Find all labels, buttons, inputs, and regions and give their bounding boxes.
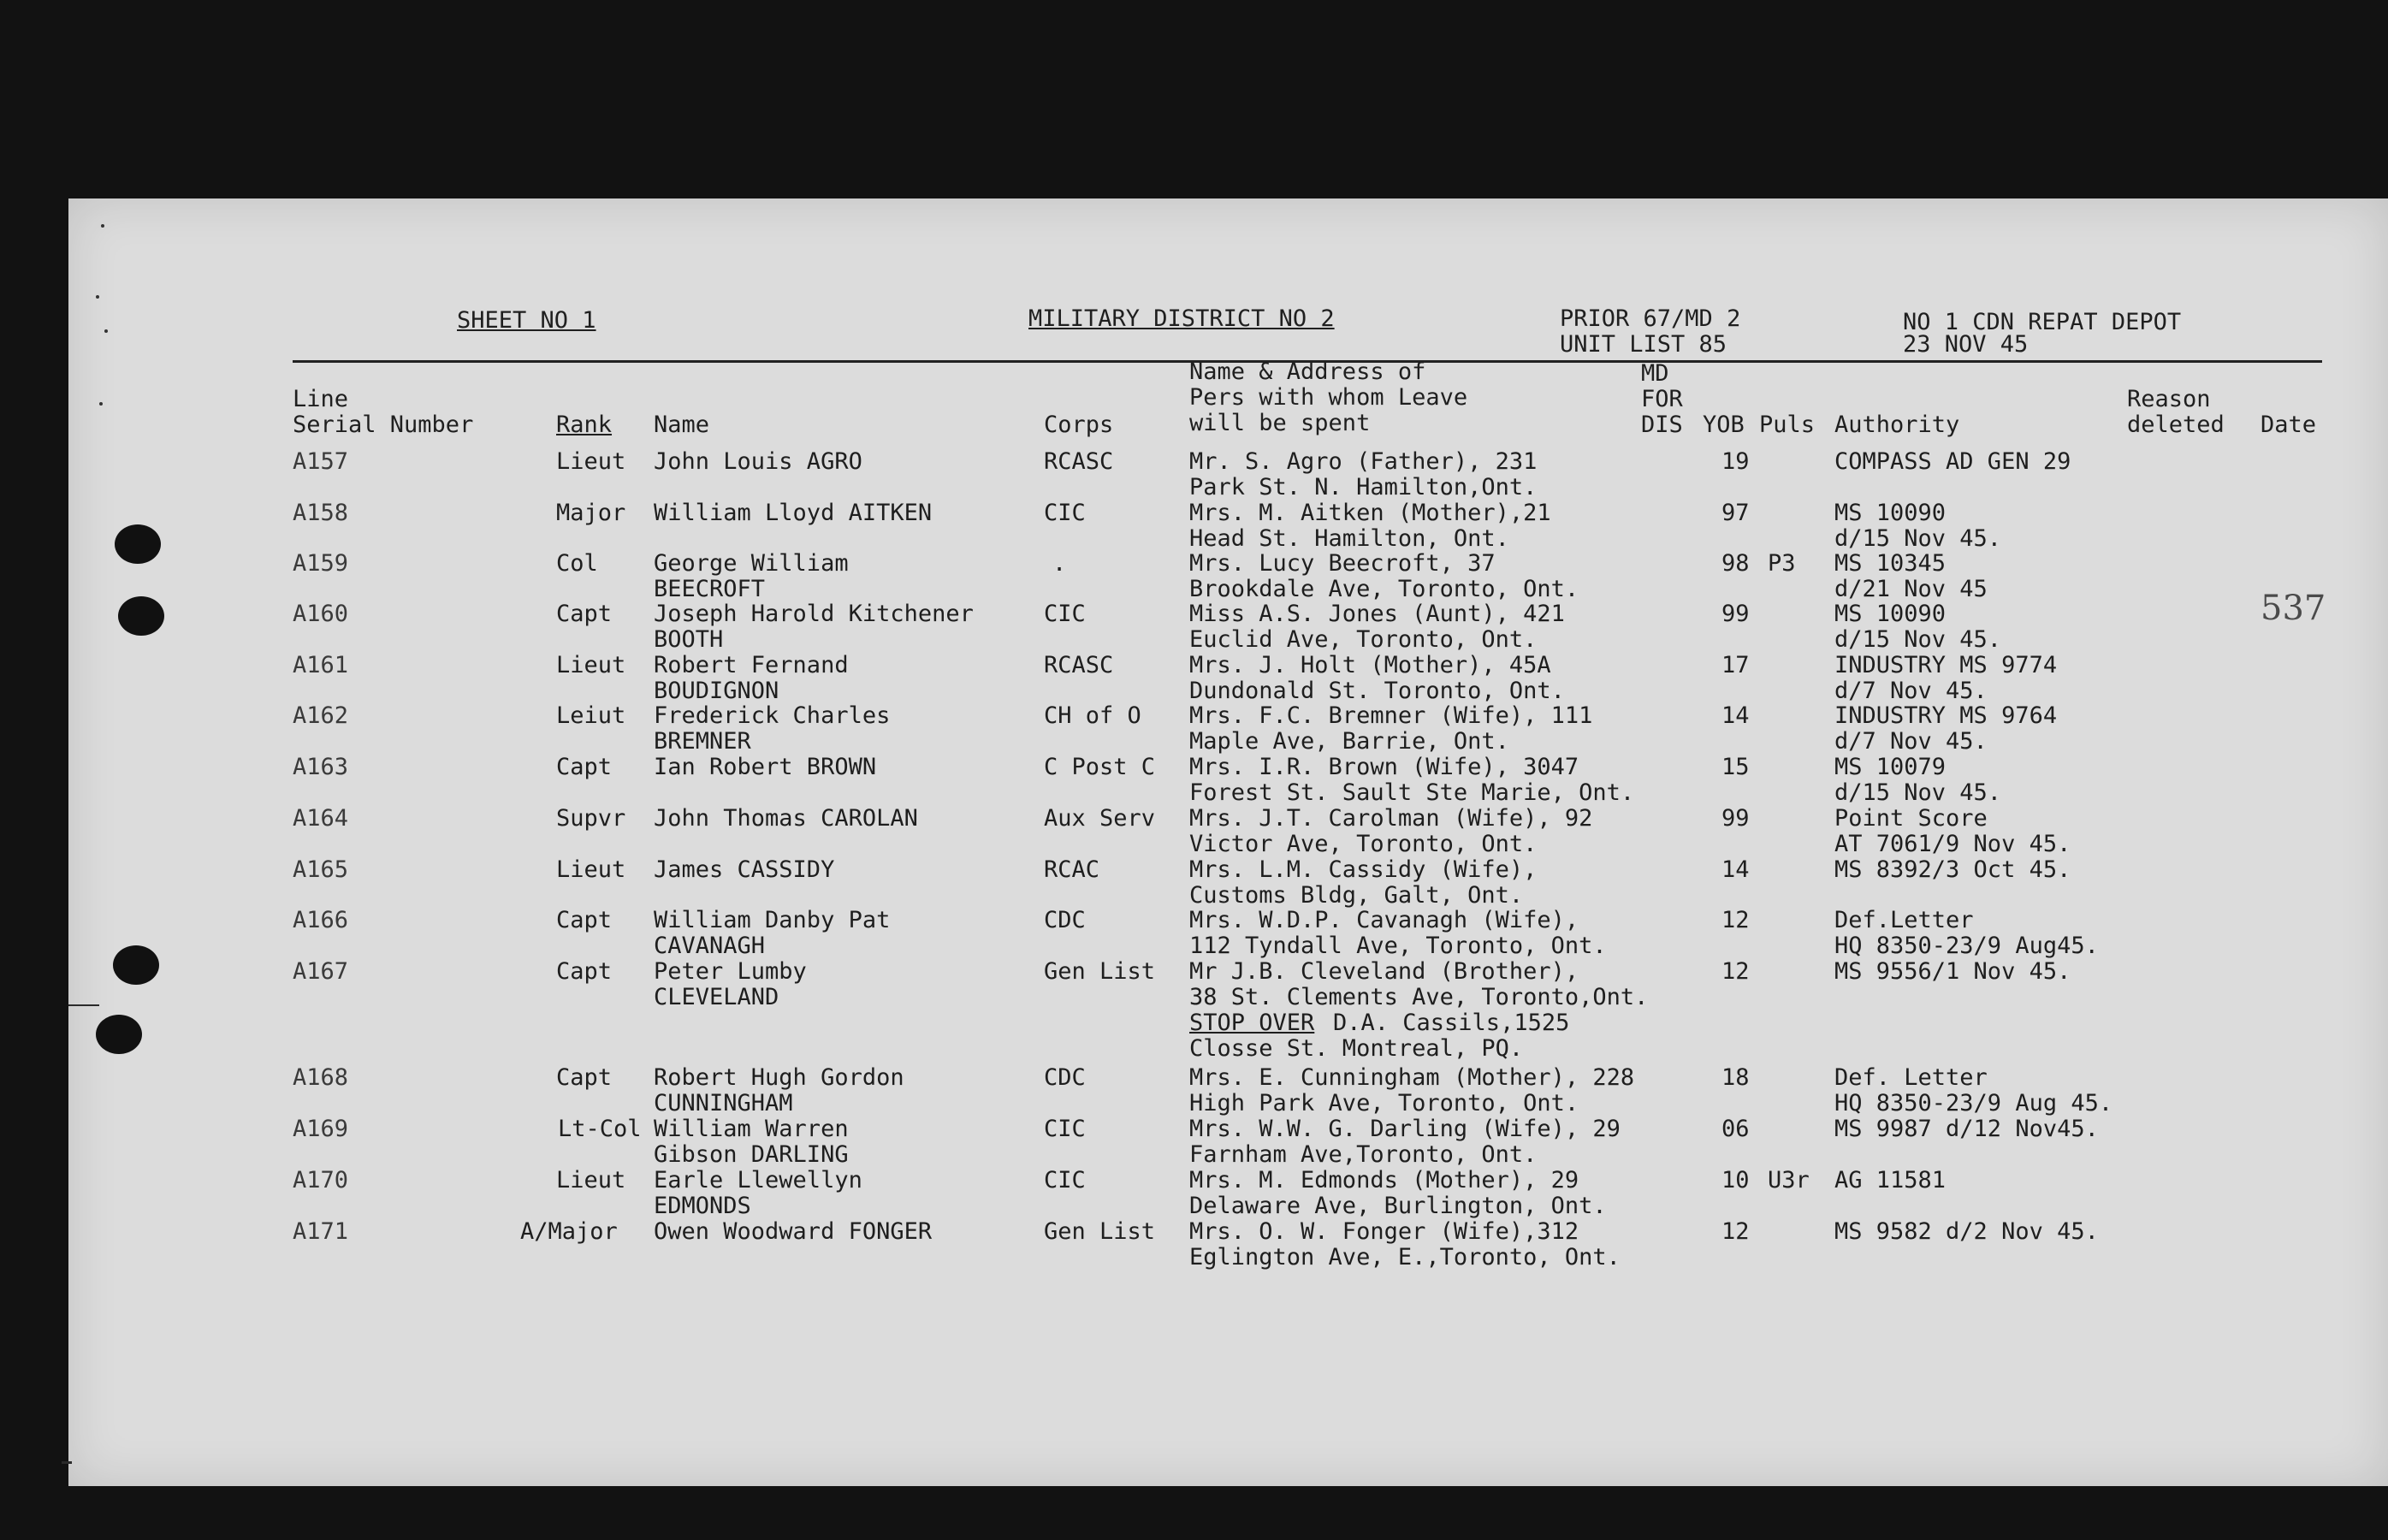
row-address: Mrs. J.T. Carolman (Wife), 92	[1189, 805, 1593, 832]
row-rank: A/Major	[520, 1218, 618, 1245]
row-authority-cont: d/15 Nov 45.	[1834, 525, 2002, 552]
row-puls: P3	[1768, 550, 1796, 577]
row-rank: Capt	[556, 907, 613, 933]
col-header-authority: Authority	[1834, 412, 1960, 438]
row-name: William Danby Pat	[654, 907, 891, 933]
col-header-for: FOR	[1641, 386, 1683, 412]
row-rank: Lieut	[556, 652, 626, 678]
punch-hole	[118, 596, 164, 636]
col-header-serial: Serial Number	[293, 412, 474, 438]
row-corps: RCASC	[1044, 652, 1114, 678]
row-authority-cont: d/15 Nov 45.	[1834, 779, 2002, 806]
row-line-serial: A160	[293, 601, 349, 627]
row-rank: Leiut	[556, 702, 626, 729]
row-rank: Lt-Col	[558, 1116, 642, 1142]
scan-speck	[96, 295, 99, 299]
row-authority: MS 10090	[1834, 601, 1947, 627]
row-yob: 12	[1721, 907, 1750, 933]
col-header-date: Date	[2261, 412, 2317, 438]
row-puls: U3r	[1768, 1167, 1810, 1194]
prior-reference: PRIOR 67/MD 2	[1560, 305, 1741, 332]
row-authority: AG 11581	[1834, 1167, 1947, 1194]
stopover-address: D.A. Cassils,1525	[1333, 1010, 1570, 1036]
row-name: Robert Fernand	[654, 652, 849, 678]
row-rank: Capt	[556, 958, 613, 985]
row-rank: Lieut	[556, 856, 626, 883]
row-address: Mrs. O. W. Fonger (Wife),312	[1189, 1218, 1579, 1245]
row-corps: Gen List	[1044, 958, 1156, 985]
stopover-address-cont: Closse St. Montreal, PQ.	[1189, 1035, 1524, 1062]
row-line-serial: A167	[293, 958, 349, 985]
row-corps: Aux Serv	[1044, 805, 1156, 832]
row-line-serial: A170	[293, 1167, 349, 1194]
row-yob: 15	[1721, 754, 1750, 780]
row-rank: Col	[556, 550, 598, 577]
row-line-serial: A162	[293, 702, 349, 729]
row-address-cont: Dundonald St. Toronto, Ont.	[1189, 678, 1565, 704]
row-corps: C Post C	[1044, 754, 1156, 780]
row-yob: 98	[1721, 550, 1750, 577]
stopover-label: STOP OVER	[1189, 1010, 1315, 1036]
scan-speck	[104, 329, 108, 333]
scan-speck	[99, 402, 103, 406]
row-name: William Lloyd AITKEN	[654, 500, 933, 526]
page-number: 537	[2261, 589, 2326, 628]
row-line-serial: A161	[293, 652, 349, 678]
scan-speck	[101, 224, 104, 228]
row-address-cont: Head St. Hamilton, Ont.	[1189, 525, 1509, 552]
row-corps: RCASC	[1044, 448, 1114, 475]
row-corps: .	[1052, 550, 1067, 577]
row-name: Robert Hugh Gordon	[654, 1064, 904, 1091]
row-rank: Major	[556, 500, 626, 526]
row-rank: Lieut	[556, 1167, 626, 1194]
col-header-corps: Corps	[1044, 412, 1114, 438]
row-name-cont: BOOTH	[654, 626, 724, 653]
row-authority: Def. Letter	[1834, 1064, 1988, 1091]
col-header-line: Line	[293, 386, 349, 412]
row-corps: CIC	[1044, 601, 1086, 627]
row-name: James CASSIDY	[654, 856, 835, 883]
row-authority-cont: d/7 Nov 45.	[1834, 728, 1988, 755]
military-district: MILITARY DISTRICT NO 2	[1028, 305, 1335, 332]
row-line-serial: A166	[293, 907, 349, 933]
row-line-serial: A168	[293, 1064, 349, 1091]
row-authority: MS 10090	[1834, 500, 1947, 526]
row-address: Mrs. F.C. Bremner (Wife), 111	[1189, 702, 1593, 729]
row-corps: CH of O	[1044, 702, 1141, 729]
col-header-address-3: will be spent	[1189, 410, 1371, 436]
row-address-cont: Victor Ave, Toronto, Ont.	[1189, 831, 1538, 857]
row-authority: COMPASS AD GEN 29	[1834, 448, 2071, 475]
row-rank: Supvr	[556, 805, 626, 832]
row-authority-cont: HQ 8350-23/9 Aug45.	[1834, 933, 2099, 959]
row-corps: CDC	[1044, 907, 1086, 933]
row-address-cont: Forest St. Sault Ste Marie, Ont.	[1189, 779, 1635, 806]
row-authority: MS 9987 d/12 Nov45.	[1834, 1116, 2099, 1142]
row-name-cont: Gibson DARLING	[654, 1141, 849, 1168]
depot-date: 23 NOV 45	[1903, 331, 2029, 358]
row-yob: 17	[1721, 652, 1750, 678]
row-corps: CIC	[1044, 1116, 1086, 1142]
row-name: Earle Llewellyn	[654, 1167, 862, 1194]
row-address: Mr J.B. Cleveland (Brother),	[1189, 958, 1579, 985]
scan-mark	[62, 1461, 72, 1464]
row-name: Joseph Harold Kitchener	[654, 601, 974, 627]
row-authority-cont: d/15 Nov 45.	[1834, 626, 2002, 653]
row-authority-cont: AT 7061/9 Nov 45.	[1834, 831, 2071, 857]
row-line-serial: A163	[293, 754, 349, 780]
row-yob: 99	[1721, 805, 1750, 832]
row-rank: Lieut	[556, 448, 626, 475]
row-authority-cont: d/7 Nov 45.	[1834, 678, 1988, 704]
row-yob: 18	[1721, 1064, 1750, 1091]
row-corps: CDC	[1044, 1064, 1086, 1091]
col-header-puls: Puls	[1759, 412, 1816, 438]
row-address-cont: Eglington Ave, E.,Toronto, Ont.	[1189, 1244, 1621, 1270]
row-address: Mrs. W.W. G. Darling (Wife), 29	[1189, 1116, 1621, 1142]
row-name: Frederick Charles	[654, 702, 891, 729]
row-corps: CIC	[1044, 1167, 1086, 1194]
scan-mark	[68, 1004, 99, 1006]
col-header-address-2: Pers with whom Leave	[1189, 384, 1468, 411]
col-header-dis: DIS	[1641, 412, 1683, 438]
row-name-cont: CUNNINGHAM	[654, 1090, 793, 1116]
col-header-rank: Rank	[556, 412, 613, 438]
row-line-serial: A165	[293, 856, 349, 883]
col-header-reason: Reason	[2127, 386, 2211, 412]
row-address-cont: Delaware Ave, Burlington, Ont.	[1189, 1193, 1607, 1219]
row-yob: 12	[1721, 958, 1750, 985]
row-name-cont: CLEVELAND	[654, 984, 779, 1010]
row-address-cont: 112 Tyndall Ave, Toronto, Ont.	[1189, 933, 1607, 959]
row-authority-cont: d/21 Nov 45	[1834, 576, 1988, 602]
row-name-cont: EDMONDS	[654, 1193, 751, 1219]
row-name: William Warren	[654, 1116, 849, 1142]
row-authority: INDUSTRY MS 9774	[1834, 652, 2058, 678]
row-authority: MS 8392/3 Oct 45.	[1834, 856, 2071, 883]
row-name: John Thomas CAROLAN	[654, 805, 918, 832]
row-name-cont: BEECROFT	[654, 576, 766, 602]
row-address-cont: High Park Ave, Toronto, Ont.	[1189, 1090, 1579, 1116]
punch-hole	[115, 524, 161, 564]
punch-hole	[113, 945, 159, 985]
row-authority: Def.Letter	[1834, 907, 1974, 933]
row-name-cont: BREMNER	[654, 728, 751, 755]
row-name: Peter Lumby	[654, 958, 807, 985]
col-header-address-1: Name & Address of	[1189, 358, 1426, 385]
row-address-cont: Maple Ave, Barrie, Ont.	[1189, 728, 1509, 755]
row-corps: RCAC	[1044, 856, 1100, 883]
row-name-cont: CAVANAGH	[654, 933, 766, 959]
row-line-serial: A159	[293, 550, 349, 577]
row-address: Mrs. L.M. Cassidy (Wife),	[1189, 856, 1538, 883]
unit-list: UNIT LIST 85	[1560, 331, 1727, 358]
row-rank: Capt	[556, 754, 613, 780]
row-address-cont: Park St. N. Hamilton,Ont.	[1189, 474, 1538, 500]
col-header-deleted: deleted	[2127, 412, 2225, 438]
row-authority: MS 9582 d/2 Nov 45.	[1834, 1218, 2099, 1245]
row-name-cont: BOUDIGNON	[654, 678, 779, 704]
row-address: Mrs. J. Holt (Mother), 45A	[1189, 652, 1551, 678]
row-address: Mrs. M. Edmonds (Mother), 29	[1189, 1167, 1579, 1194]
row-line-serial: A171	[293, 1218, 349, 1245]
row-yob: 99	[1721, 601, 1750, 627]
row-address: Mrs. I.R. Brown (Wife), 3047	[1189, 754, 1579, 780]
row-corps: CIC	[1044, 500, 1086, 526]
row-name: John Louis AGRO	[654, 448, 862, 475]
row-line-serial: A158	[293, 500, 349, 526]
row-rank: Capt	[556, 1064, 613, 1091]
row-yob: 14	[1721, 856, 1750, 883]
row-yob: 12	[1721, 1218, 1750, 1245]
col-header-name: Name	[654, 412, 710, 438]
row-yob: 19	[1721, 448, 1750, 475]
row-address-cont: Brookdale Ave, Toronto, Ont.	[1189, 576, 1579, 602]
row-address: Mr. S. Agro (Father), 231	[1189, 448, 1538, 475]
punch-hole	[96, 1015, 142, 1054]
col-header-md: MD	[1641, 360, 1669, 387]
row-yob: 14	[1721, 702, 1750, 729]
row-address-cont: Customs Bldg, Galt, Ont.	[1189, 882, 1524, 909]
row-authority-cont: HQ 8350-23/9 Aug 45.	[1834, 1090, 2113, 1116]
row-corps: Gen List	[1044, 1218, 1156, 1245]
row-authority: Point Score	[1834, 805, 1988, 832]
row-address: Mrs. M. Aitken (Mother),21	[1189, 500, 1551, 526]
row-address-cont: 38 St. Clements Ave, Toronto,Ont.	[1189, 984, 1649, 1010]
depot-name: NO 1 CDN REPAT DEPOT	[1903, 309, 2182, 335]
row-address: Mrs. W.D.P. Cavanagh (Wife),	[1189, 907, 1579, 933]
row-rank: Capt	[556, 601, 613, 627]
row-address-cont: Farnham Ave,Toronto, Ont.	[1189, 1141, 1538, 1168]
row-authority: MS 10079	[1834, 754, 1947, 780]
row-name: Owen Woodward FONGER	[654, 1218, 933, 1245]
row-address: Miss A.S. Jones (Aunt), 421	[1189, 601, 1565, 627]
row-authority: MS 9556/1 Nov 45.	[1834, 958, 2071, 985]
row-yob: 06	[1721, 1116, 1750, 1142]
row-address-cont: Euclid Ave, Toronto, Ont.	[1189, 626, 1538, 653]
row-line-serial: A157	[293, 448, 349, 475]
sheet-number: SHEET NO 1	[457, 307, 596, 334]
row-line-serial: A164	[293, 805, 349, 832]
row-address: Mrs. E. Cunningham (Mother), 228	[1189, 1064, 1635, 1091]
col-header-yob: YOB	[1703, 412, 1745, 438]
row-yob: 10	[1721, 1167, 1750, 1194]
row-address: Mrs. Lucy Beecroft, 37	[1189, 550, 1496, 577]
row-name: Ian Robert BROWN	[654, 754, 877, 780]
row-authority: MS 10345	[1834, 550, 1947, 577]
row-yob: 97	[1721, 500, 1750, 526]
row-name: George William	[654, 550, 849, 577]
row-authority: INDUSTRY MS 9764	[1834, 702, 2058, 729]
row-line-serial: A169	[293, 1116, 349, 1142]
